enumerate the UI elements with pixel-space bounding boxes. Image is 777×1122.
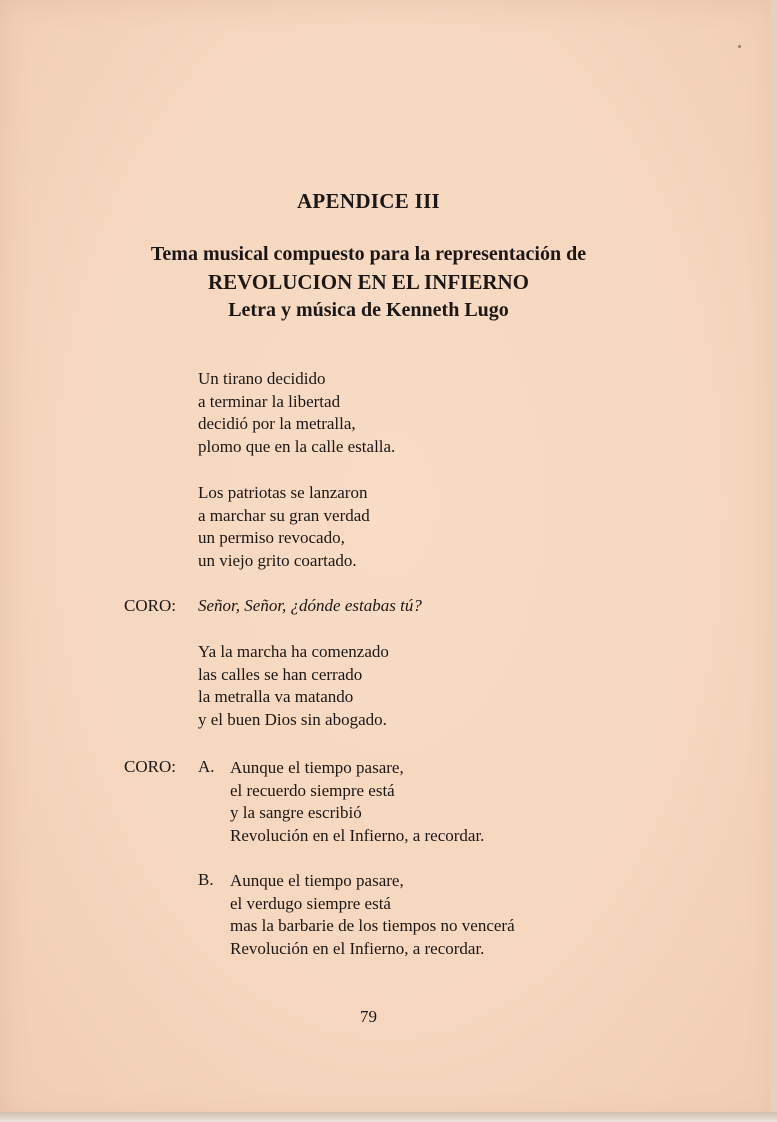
stanza-line: un viejo grito coartado. [198,550,357,570]
verse-line: Aunque el tiempo pasare, [230,758,404,777]
verse-marker-a: A. [198,757,215,776]
coro-verse-a [230,757,484,847]
page-bottom-edge [0,1112,777,1122]
verse-line: mas la barbarie de los tiempos no vencerá [230,916,515,935]
stanza-line: a terminar la libertad [198,391,341,411]
verse-line: Aunque el tiempo pasare, [230,871,404,890]
stanza-line: plomo que en la calle estalla. [198,436,396,456]
page-number: 79 [360,1007,377,1026]
verse-marker-b: B. [198,870,214,889]
stanza-2 [198,482,370,572]
credit-line: Letra y música de Kenneth Lugo [228,299,509,321]
verse-line: el recuerdo siempre está [230,780,395,800]
stanza-line: un permiso revocado, [198,528,345,547]
verse-line: y la sangre escribió [230,803,362,822]
stanza-line: las calles se han cerrado [198,664,363,684]
paper-speck [738,45,741,48]
stanza-line: a marchar su gran verdad [198,505,370,525]
coro-verse-b [230,870,515,960]
coro-first-line: Señor, Señor, ¿dónde estabas tú? [198,596,422,615]
stanza-line: decidió por la metralla, [198,414,356,433]
verse-line: Revolución en el Infierno, a recordar. [230,938,485,958]
stanza-1 [198,368,395,458]
verse-line: el verdugo siempre está [230,893,391,913]
subtitle: Tema musical compuesto para la representación de [150,243,587,265]
stanza-line: la metralla va matando [198,687,354,706]
stanza-line: Un tirano decidido [198,369,326,388]
verse-line: Revolución en el Infierno, a recordar. [230,825,485,845]
stanza-3 [198,641,389,731]
stanza-line: Los patriotas se lanzaron [198,483,368,502]
stanza-line: Ya la marcha ha comenzado [198,642,389,661]
stanza-line: y el buen Dios sin abogado. [198,709,387,729]
work-title: REVOLUCION EN EL INFIERNO [207,270,530,294]
coro-label: CORO: [124,757,176,776]
page-right-edge [770,0,777,1122]
appendix-title: APENDICE III [296,189,441,213]
coro-label: CORO: [124,596,176,615]
